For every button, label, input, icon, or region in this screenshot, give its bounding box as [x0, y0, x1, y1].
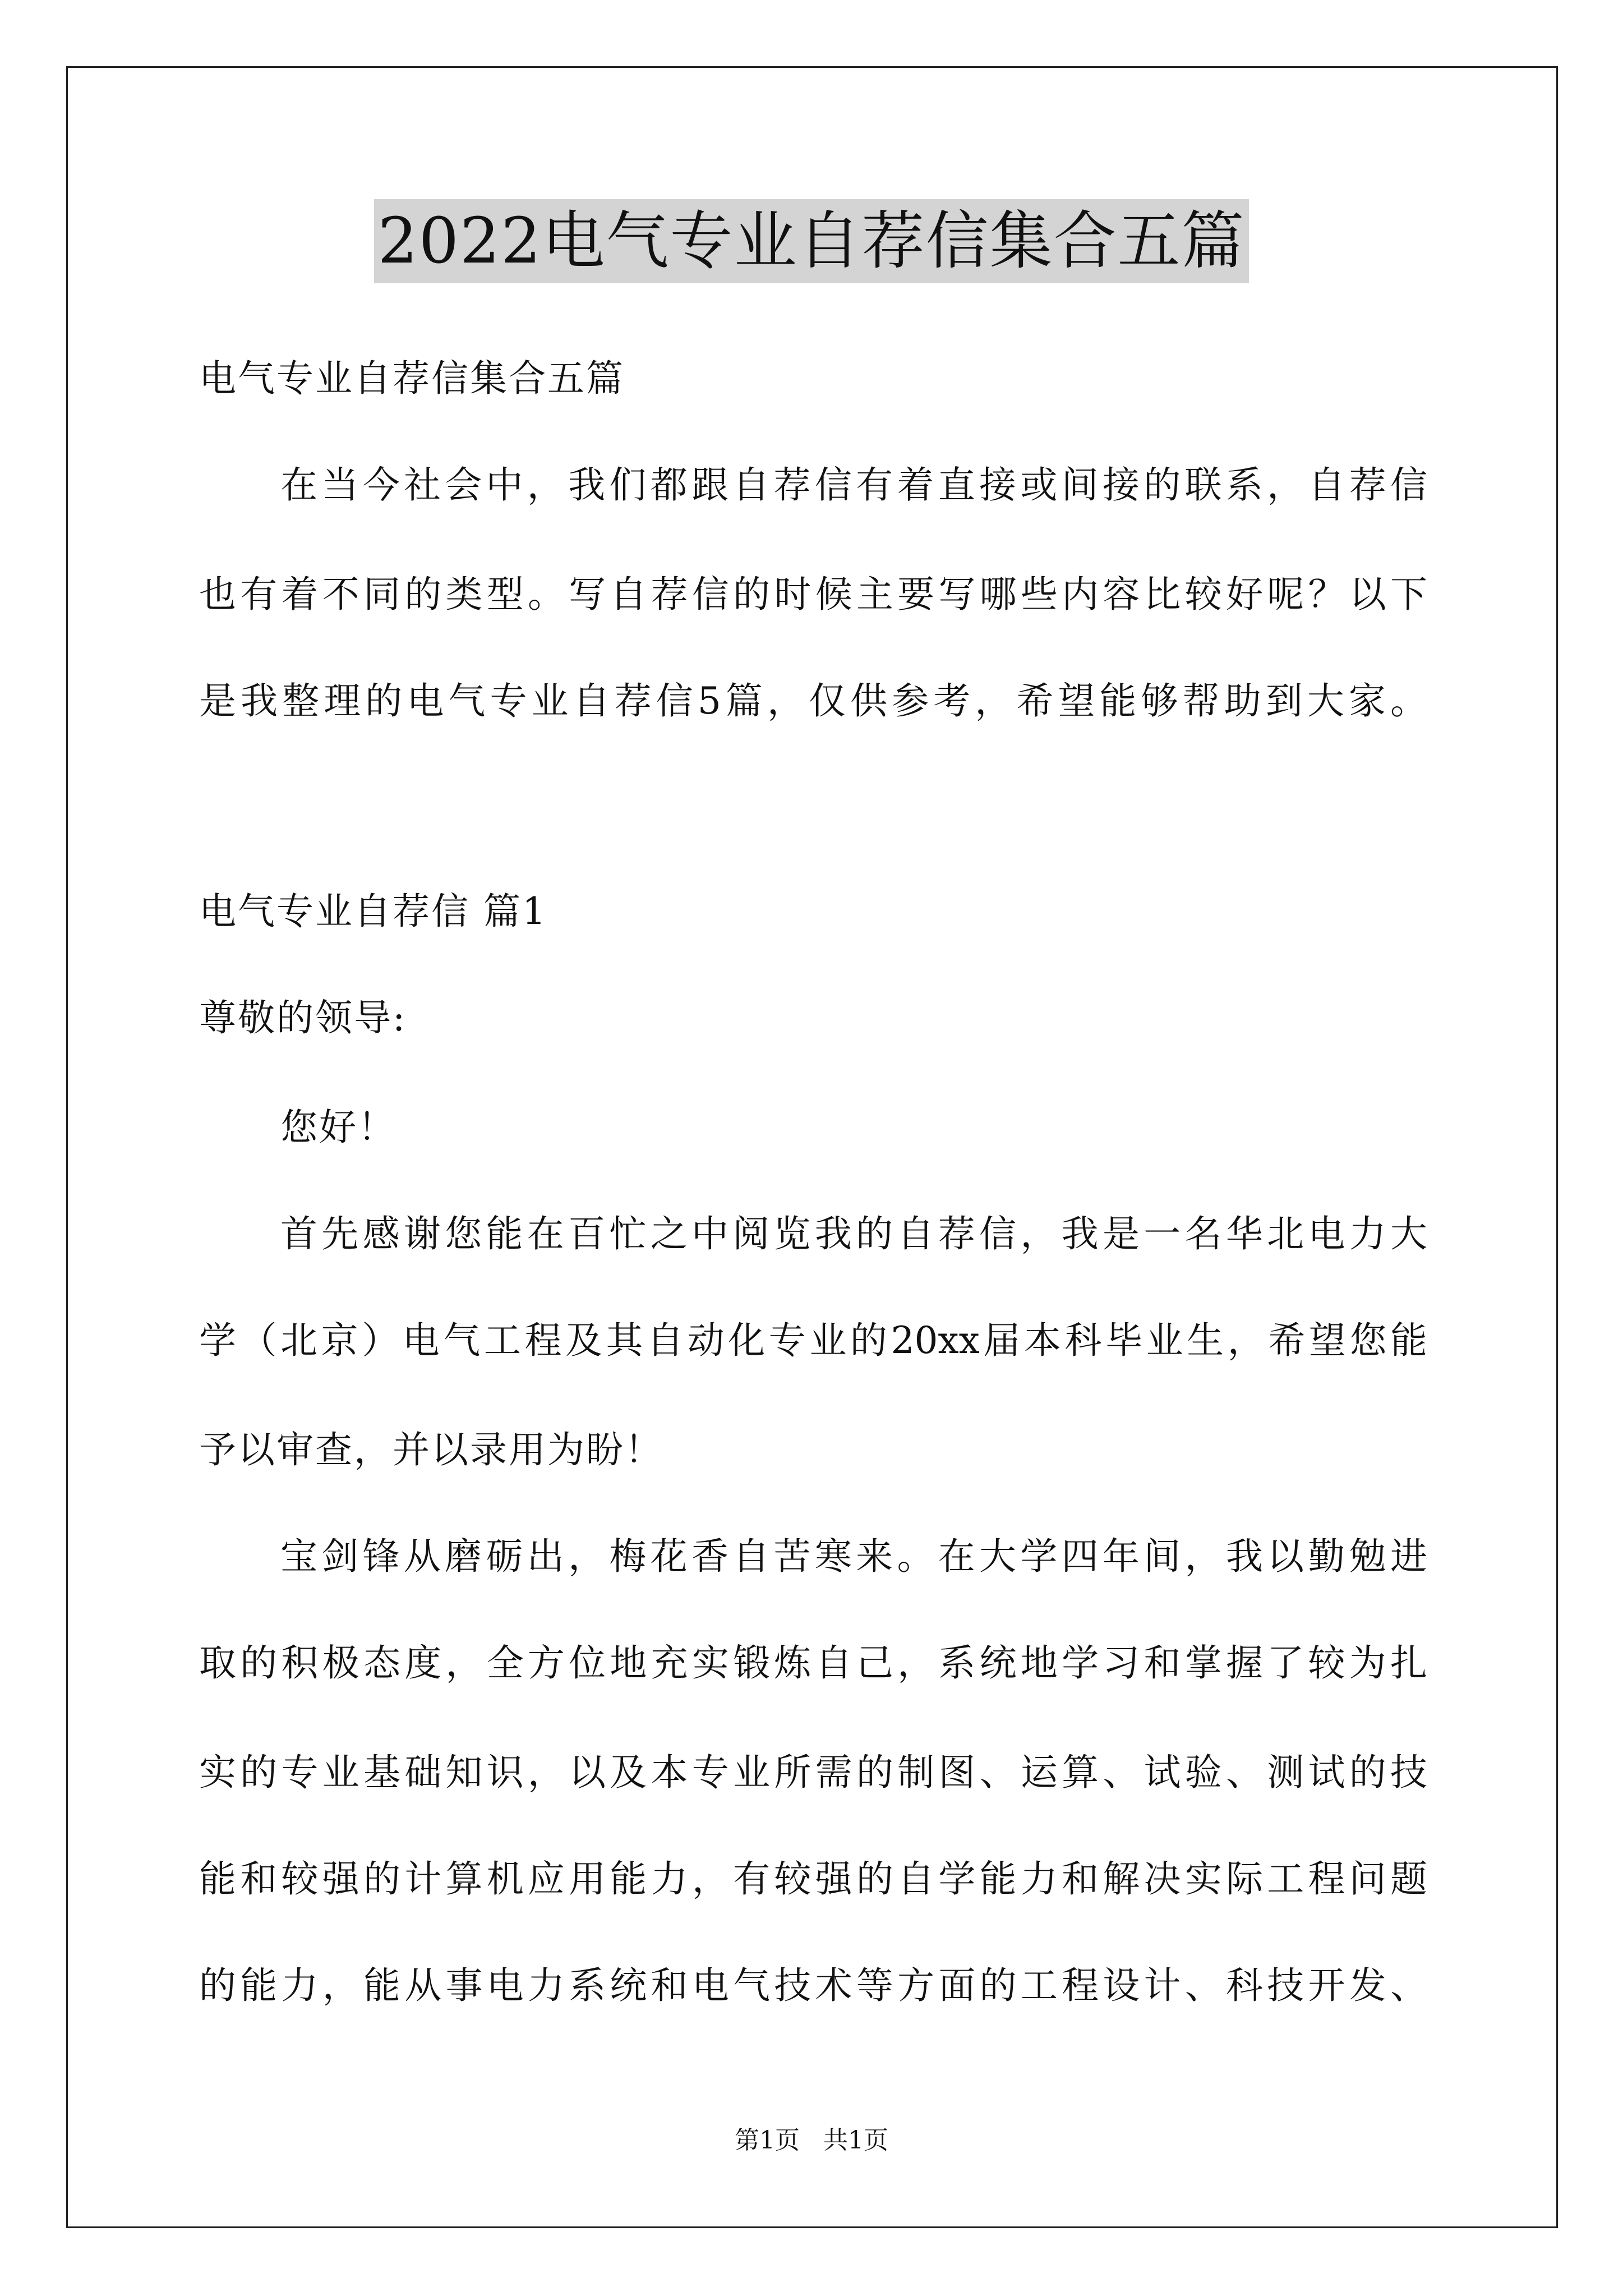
intro-line-1: 在当今社会中，我们都跟自荐信有着直接或间接的联系，自荐信	[280, 463, 1427, 507]
para2-line-2: 取的积极态度，全方位地充实锻炼自己，系统地学习和掌握了较为扎	[199, 1641, 1427, 1685]
page-footer	[0, 2124, 1623, 2157]
para2-line-3: 实的专业基础知识，以及本专业所需的制图、运算、试验、测试的技	[199, 1751, 1427, 1794]
para2-line-4: 能和较强的计算机应用能力，有较强的自学能力和解决实际工程问题	[199, 1857, 1427, 1901]
para1-line-1: 首先感谢您能在百忙之中阅览我的自荐信，我是一名华北电力大	[280, 1212, 1427, 1255]
intro-line-3: 是我整理的电气专业自荐信5篇，仅供参考，希望能够帮助到大家。	[199, 679, 1427, 723]
page-total: 共1页	[823, 2126, 888, 2155]
section-heading: 电气专业自荐信 篇1	[199, 890, 547, 933]
para2-line-5: 的能力，能从事电力系统和电气技术等方面的工程设计、科技开发、	[199, 1964, 1427, 2007]
salutation: 尊敬的领导:	[199, 996, 407, 1039]
page-number: 第1页	[735, 2126, 800, 2155]
title-container	[0, 199, 1623, 283]
document-title: 2022电气专业自荐信集合五篇	[374, 199, 1248, 283]
para1-line-2: 学（北京）电气工程及其自动化专业的20xx届本科毕业生，希望您能	[199, 1319, 1427, 1362]
intro-line-2: 也有着不同的类型。写自荐信的时候主要写哪些内容比较好呢？以下	[199, 573, 1427, 616]
para2-line-1: 宝剑锋从磨砺出，梅花香自苦寒来。在大学四年间，我以勤勉进	[280, 1535, 1427, 1578]
greeting: 您好！	[280, 1106, 396, 1149]
para1-line-3: 予以审查，并以录用为盼！	[199, 1428, 663, 1471]
subtitle: 电气专业自荐信集合五篇	[199, 357, 625, 400]
